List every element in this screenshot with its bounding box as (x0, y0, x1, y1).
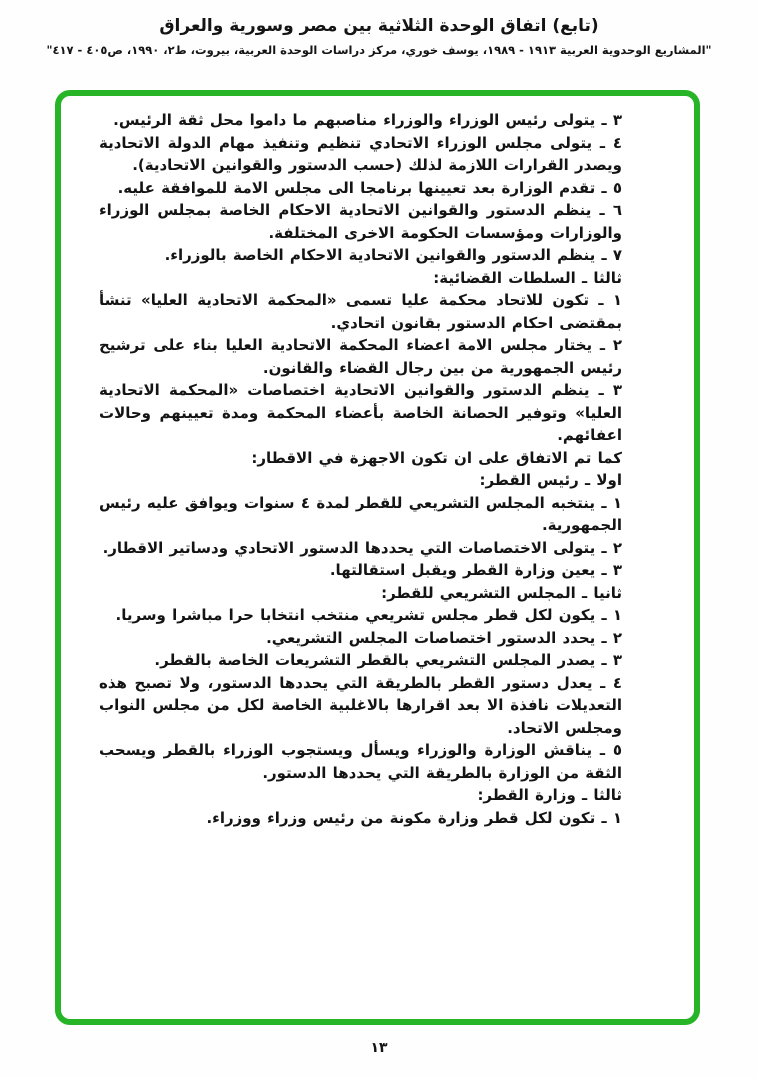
paragraph: ٢ ـ يحدد الدستور اختصاصات المجلس التشريعي. (266, 628, 622, 647)
paragraph: ٢ ـ يتولى الاختصاصات التي يحددها الدستور الاتحادي ودساتير الاقطار. (102, 538, 622, 557)
paragraph: ١ ـ ينتخبه المجلس التشريعي للقطر لمدة ٤ سنوات ويوافق عليه رئيس الجمهورية. (99, 493, 622, 534)
paragraph: ٤ ـ يعدل دستور القطر بالطريقة التي يحددها الدستور، ولا تصبح هذه التعديلات نافذة الا بعد اقرارها بالاغلبية الخاصة لكل من مجلس النواب ومجلس الاتحاد. (99, 673, 622, 737)
section-heading: اولا ـ رئيس القطر: (479, 471, 622, 489)
paragraph: ٣ ـ يعين وزارة القطر ويقبل استقالتها. (329, 561, 622, 579)
paragraph: ١ ـ تكون للاتحاد محكمة عليا تسمى «المحكمة الاتحادية العليا» تنشأ بمقتضى احكام الدستور بقانون اتحادي. (99, 291, 622, 332)
paragraph: ٥ ـ تقدم الوزارة بعد تعيينها برنامجا الى مجلس الامة للموافقة عليه. (117, 178, 622, 197)
paragraph: ٧ ـ ينظم الدستور والقوانين الاتحادية الاحكام الخاصة بالوزراء. (164, 246, 622, 264)
paragraph: ٤ ـ يتولى مجلس الوزراء الاتحادي تنظيم وتنفيذ مهام الدولة الاتحادية ويصدر القرارات اللازمة لذلك (حسب الدستور والقوانين الاتحادية). (99, 133, 622, 174)
paragraph: ٦ ـ ينظم الدستور والقوانين الاتحادية الاحكام الخاصة بمجلس الوزراء والوزارات ومؤسسات الحكومة الاخرى المختلفة. (99, 201, 622, 242)
paragraph: ٢ ـ يختار مجلس الامة اعضاء المحكمة الاتحادية العليا بناء على ترشيح رئيس الجمهورية من بين رجال القضاء والقانون. (99, 336, 622, 377)
section-heading: ثالثا ـ السلطات القضائية: (433, 268, 622, 287)
paragraph: ٥ ـ يناقش الوزارة والوزراء ويسأل ويستجوب الوزراء بالقطر ويسحب الثقة من الوزارة بالطريقة التي يحددها الدستور. (99, 741, 622, 782)
document-title: (تابع) اتفاق الوحدة الثلاثية بين مصر وسورية والعراق (159, 16, 599, 36)
document-body (99, 109, 622, 829)
section-heading: ثانيا ـ المجلس التشريعي للقطر: (381, 583, 622, 602)
section-heading: ثالثا ـ وزارة القطر: (477, 786, 622, 804)
paragraph: كما تم الاتفاق على ان تكون الاجهزة في الاقطار: (251, 448, 622, 467)
document-citation: "المشاريع الوحدوية العربية ١٩١٣ - ١٩٨٩، يوسف خوري، مركز دراسات الوحدة العربية، بيروت، ط٢، ١٩٩٠، ص٤٠٥ - ٤١٧" (46, 43, 712, 57)
paragraph: ٣ ـ يصدر المجلس التشريعي بالقطر التشريعات الخاصة بالقطر. (154, 651, 622, 669)
page-number: ١٣ (370, 1040, 388, 1056)
page-header (0, 16, 758, 57)
content-frame (55, 90, 700, 1025)
paragraph: ١ ـ يكون لكل قطر مجلس تشريعي منتخب انتخابا حرا مباشرا وسريا. (115, 606, 622, 624)
paragraph: ٣ ـ ينظم الدستور والقوانين الاتحادية اختصاصات «المحكمة الاتحادية العليا» وتوفير الحصانة الخاصة بأعضاء المحكمة ومدة تعيينهم وحالات اعفائهم. (99, 381, 622, 444)
paragraph: ١ ـ تكون لكل قطر وزارة مكونة من رئيس وزراء ووزراء. (206, 808, 622, 827)
paragraph: ٣ ـ يتولى رئيس الوزراء والوزراء مناصبهم ما داموا محل ثقة الرئيس. (113, 111, 622, 129)
